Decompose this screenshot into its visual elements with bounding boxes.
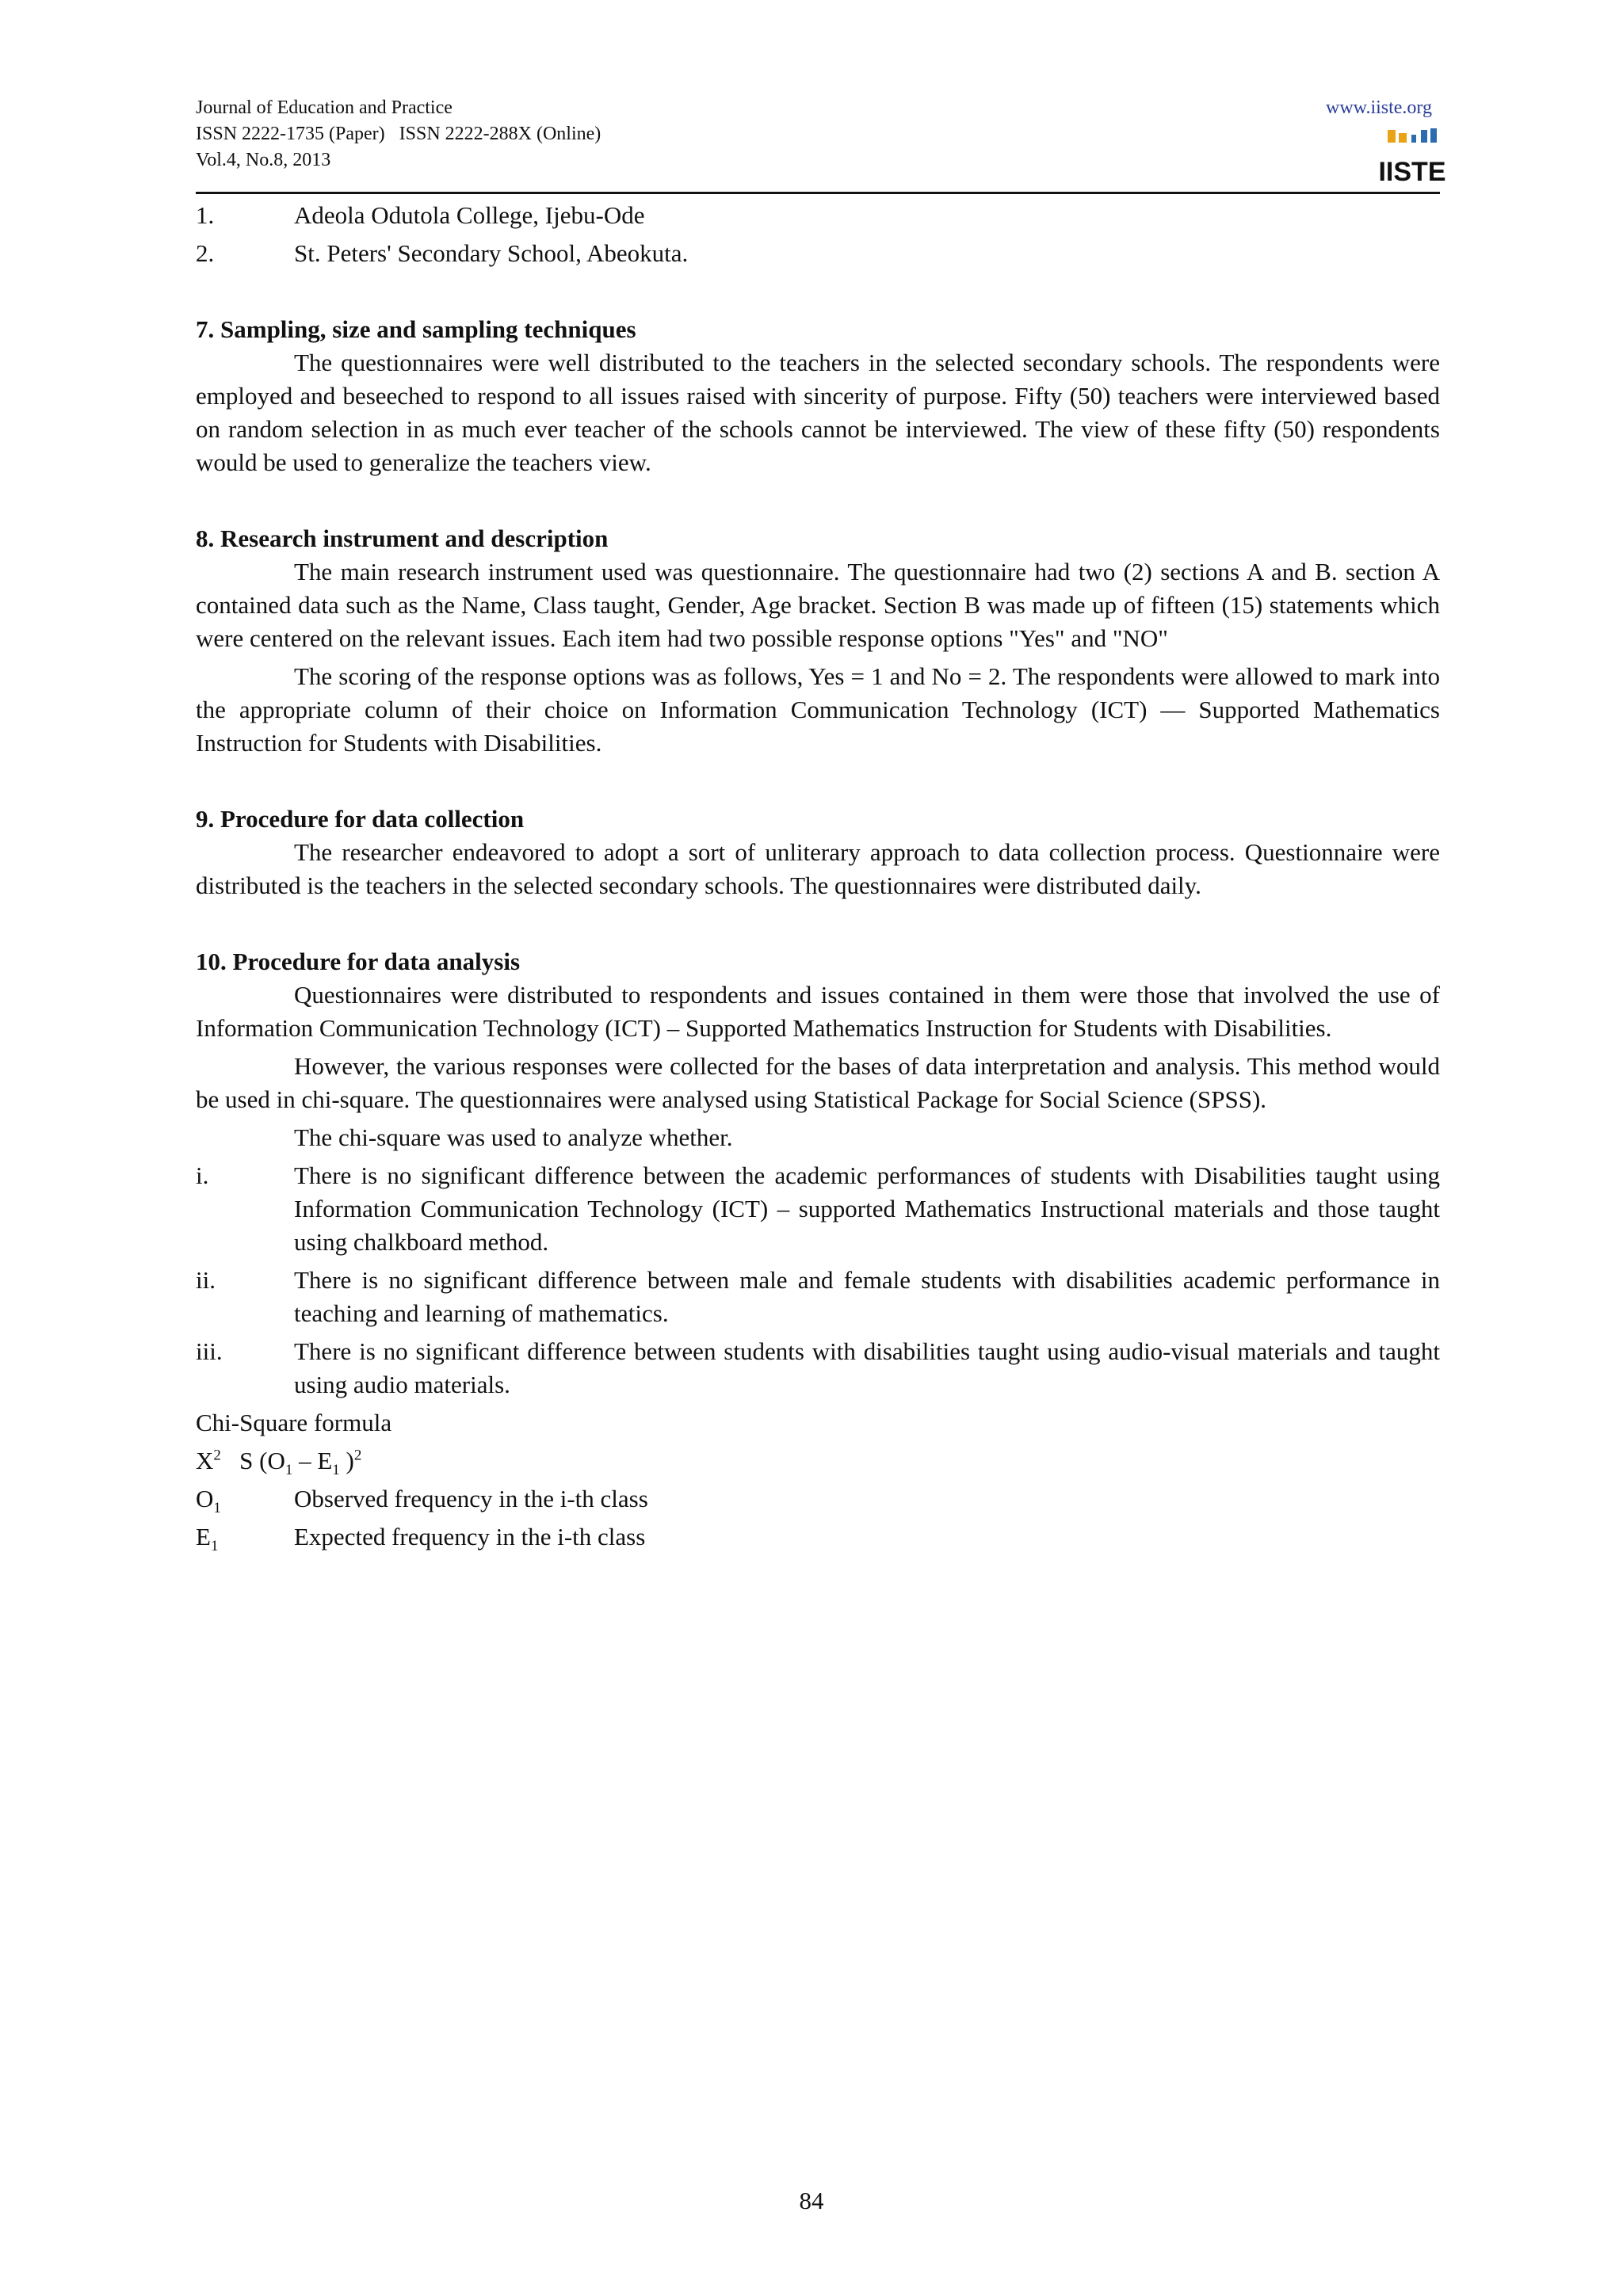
journal-issn: ISSN 2222-1735 (Paper) ISSN 2222-288X (Online) [196, 124, 601, 144]
iiste-logo [1378, 127, 1446, 187]
logo-text: IISTE [1378, 157, 1446, 187]
section-8-paragraph-2: The scoring of the response options was as follows, Yes = 1 and No = 2. The respondents were allowed to mark into the appropriate column of their choice on Information Communication Technology (ICT) — Supported Mathematics Instruction for Students with Disabilities. [196, 662, 1440, 757]
section-7-paragraph: The questionnaires were well distributed to the teachers in the selected secondary schools. The respondents were employed and beseeched to respond to all issues raised with sincerity of purpose. Fifty (50) teachers were interviewed based on random selection in as much ever teacher of the schools cannot be interviewed. The view of these fifty (50) respondents would be used to generalize the teachers view. [196, 349, 1440, 476]
schools-list [196, 199, 1440, 270]
hypotheses-list [196, 1159, 1440, 1402]
journal-url-link[interactable]: www.iiste.org [1326, 97, 1432, 118]
page-number: 84 [799, 2187, 824, 2214]
section-9-heading: 9. Procedure for data collection [196, 805, 525, 833]
formula-label: Chi-Square formula [196, 1409, 392, 1436]
section-9-paragraph: The researcher endeavored to adopt a sort of unliterary approach to data collection process. Questionnaire were distributed is the teachers in the selected secondary schools. The questionnaires were distributed daily. [196, 838, 1440, 899]
list-item: 1. Adeola Odutola College, Ijebu-Ode [196, 201, 645, 229]
section-8-heading: 8. Research instrument and description [196, 524, 609, 552]
definition-expected: $E_1$ Expected frequency in the i-th class [196, 1523, 646, 1555]
journal-title: Journal of Education and Practice [196, 97, 453, 118]
definition-observed: $O_1$ Observed frequency in the i-th class [196, 1485, 648, 1517]
page-content [196, 95, 1446, 1555]
page-header [196, 95, 1446, 194]
section-10-paragraph-2: However, the various responses were collected for the bases of data interpretation and analysis. This method would be used in chi-square. The questionnaires were analysed using Statistical Package for Social Science (SPSS). [196, 1052, 1440, 1113]
list-item: iii. There is no significant difference between students with disabilities taught using audio-visual materials and taught using audio materials. [196, 1337, 1440, 1398]
list-item: i. There is no significant difference between the academic performances of students with Disabilities taught using Information Communication Technology (ICT) – supported Mathematics Instructional materials and those taught using chalkboard method. [196, 1161, 1440, 1256]
journal-volume: Vol.4, No.8, 2013 [196, 150, 331, 170]
chi-square-formula: $X^2$ S ($O_1 - E_1$ )$^2$ [196, 1447, 362, 1479]
list-item: 2. St. Peters' Secondary School, Abeokuta. [196, 239, 689, 267]
list-item: ii. There is no significant difference between male and female students with disabilities academic performance in teaching and learning of mathematics. [196, 1266, 1440, 1327]
article-body [196, 199, 1440, 1554]
journal-info [196, 95, 1440, 174]
section-10-heading: 10. Procedure for data analysis [196, 948, 521, 975]
section-10-paragraph-3: The chi-square was used to analyze whether. [294, 1123, 733, 1151]
section-8-paragraph-1: The main research instrument used was questionnaire. The questionnaire had two (2) sections A and B. section A contained data such as the Name, Class taught, Gender, Age bracket. Section B was made up of fifteen (15) statements which were centered on the relevant issues. Each item had two possible response options "Yes" and "NO" [196, 558, 1440, 652]
section-7-heading: 7. Sampling, size and sampling techniques [196, 315, 636, 343]
section-10-paragraph-1: Questionnaires were distributed to respondents and issues contained in them were those that involved the use of Information Communication Technology (ICT) – Supported Mathematics Instruction for Students with Disabilities. [196, 981, 1440, 1042]
